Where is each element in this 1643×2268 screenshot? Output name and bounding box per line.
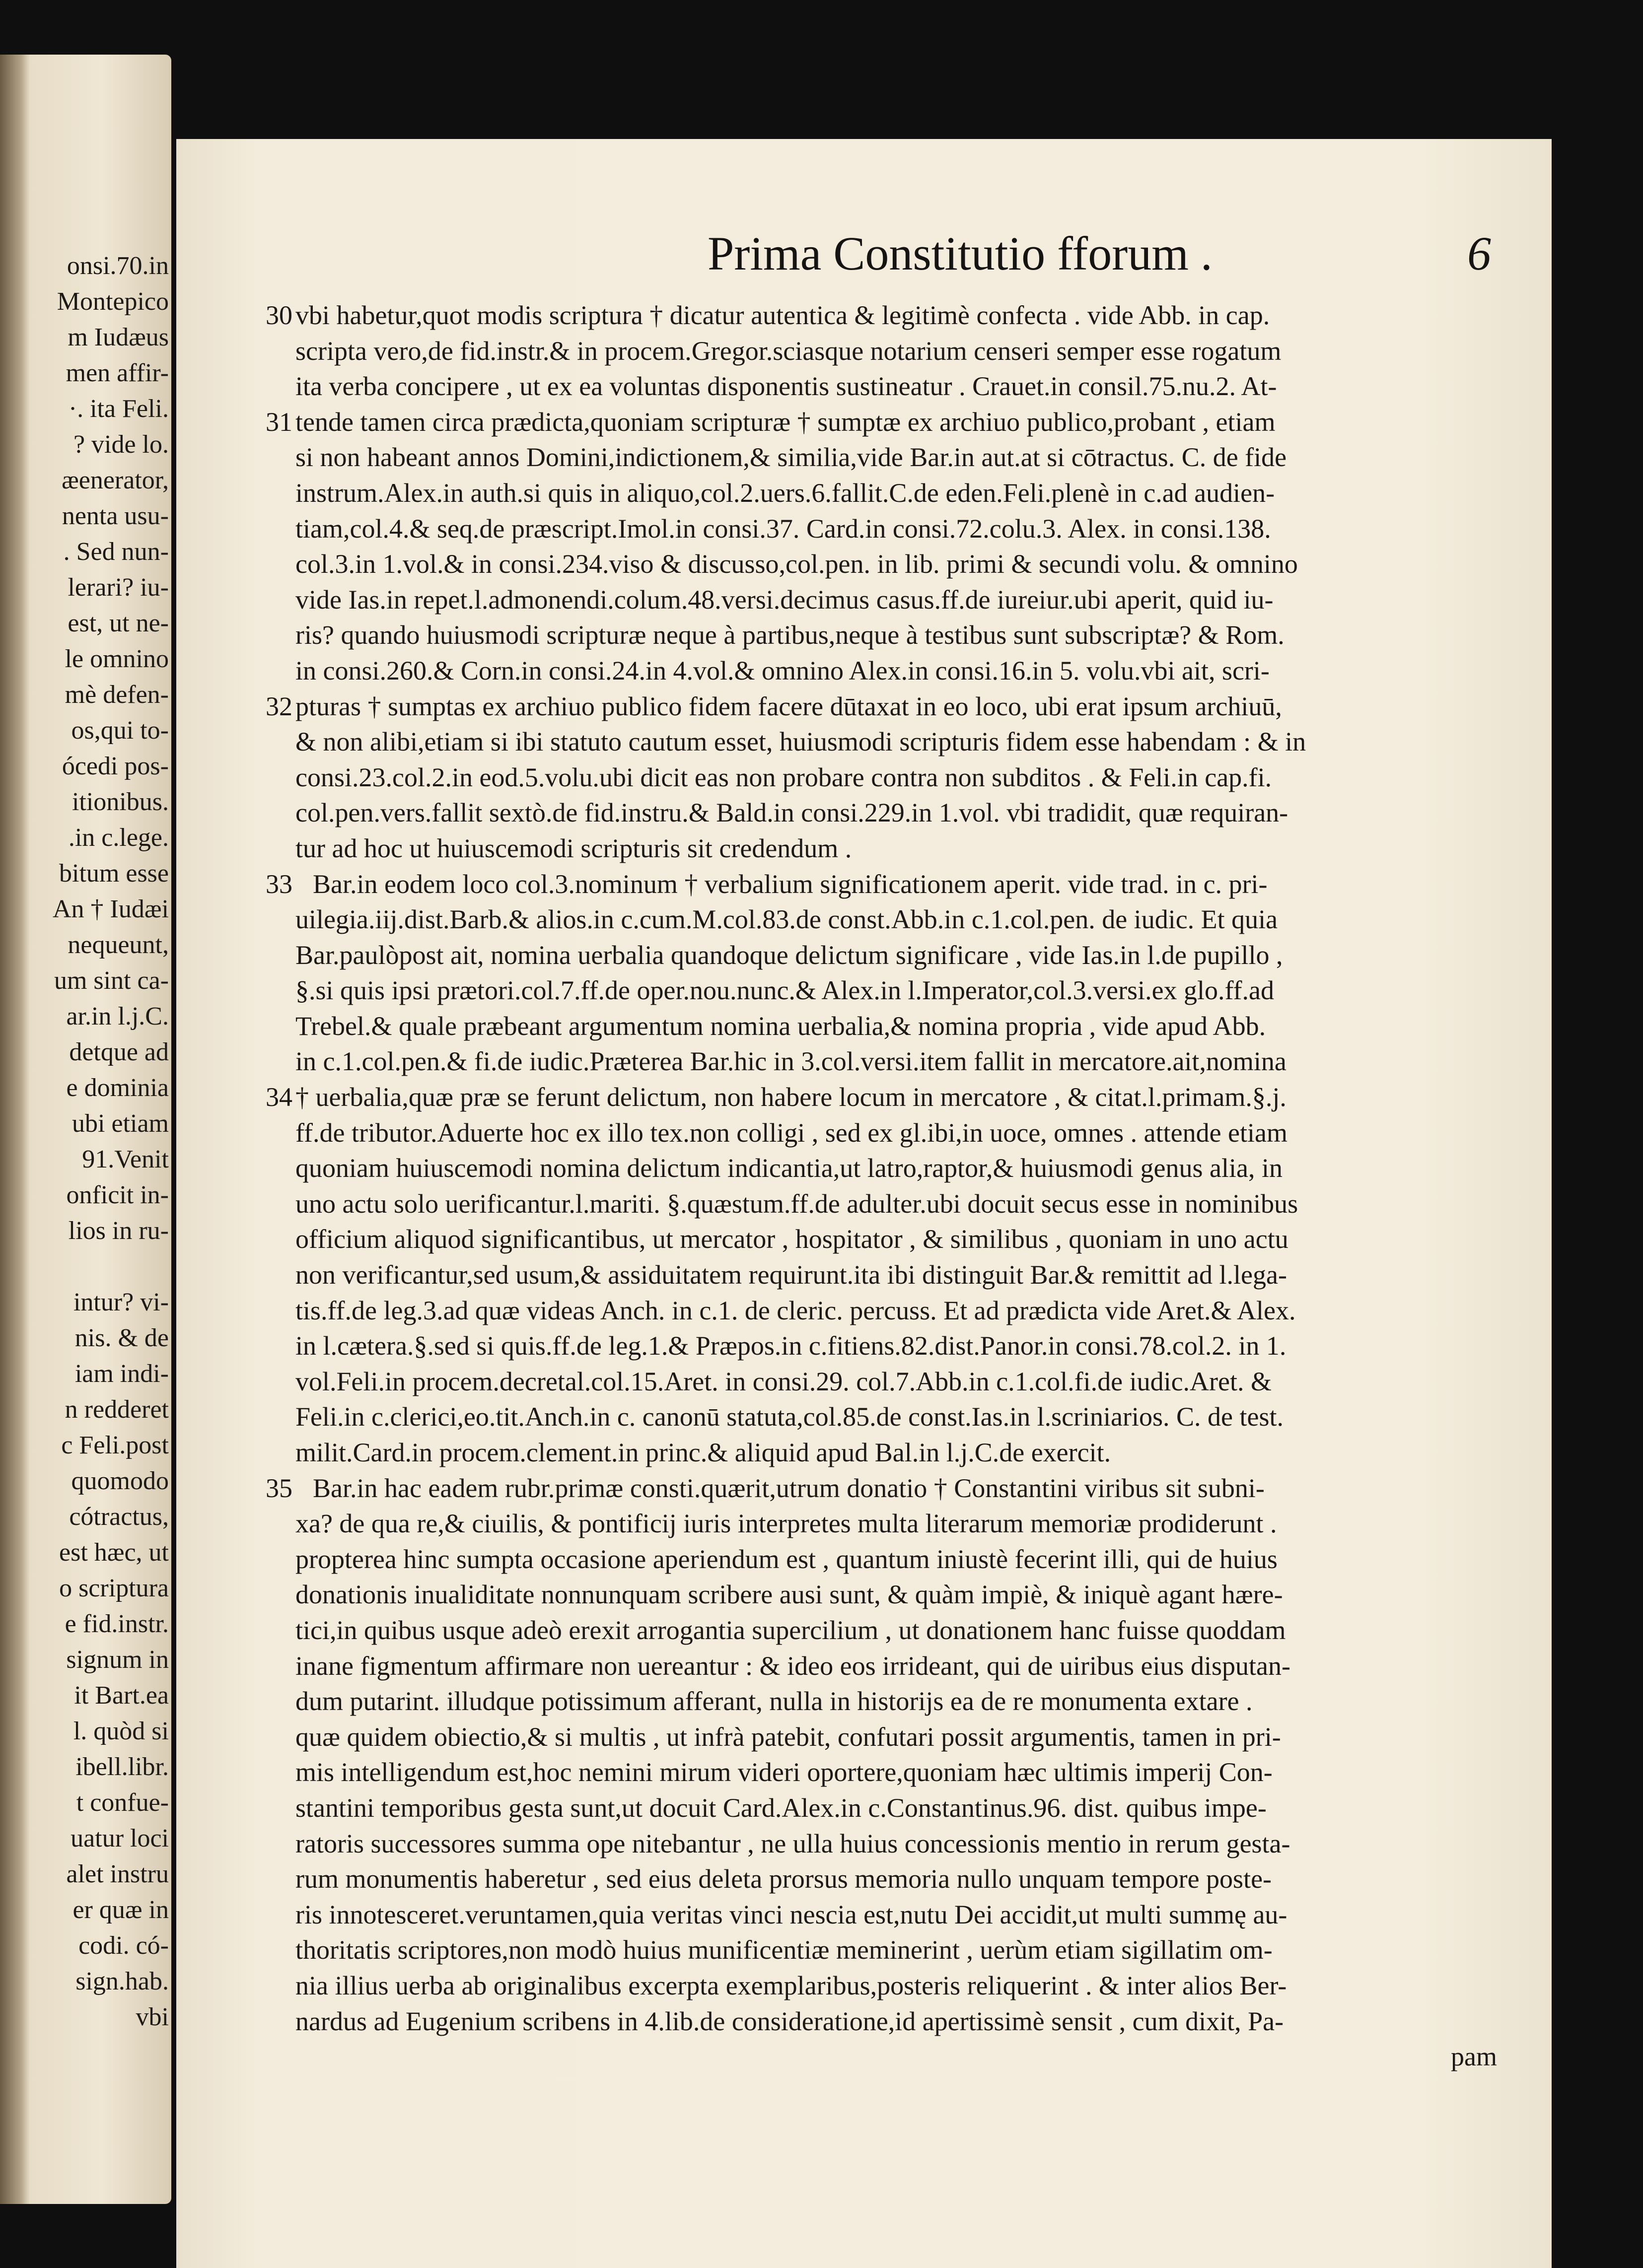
facing-page-line: onficit in- (66, 1181, 169, 1209)
facing-page-line: os,qui to- (71, 716, 169, 745)
facing-page-line: mè defen- (65, 681, 169, 709)
line-text: Bar.in eodem loco col.3.nominum † verbalium significationem aperit. vide trad. in c. pri- (313, 869, 1268, 899)
facing-page-line: intur? vi- (73, 1288, 169, 1316)
text-line (266, 1435, 1507, 1471)
text-line (266, 1861, 1507, 1897)
text-line (266, 618, 1507, 653)
text-line (266, 1044, 1507, 1080)
text-line (266, 334, 1507, 369)
facing-page-line (10, 1249, 169, 1285)
line-text: vol.Feli.in procem.decretal.col.15.Aret. in consi.29. col.7.Abb.in c.1.col.fi.de iudic.Aret. & (295, 1366, 1272, 1396)
text-line (266, 2004, 1507, 2040)
facing-page-line: nequeunt, (68, 931, 169, 959)
text-line (266, 1186, 1507, 1222)
facing-page-line: 91.Venit (82, 1145, 169, 1173)
text-line (266, 1577, 1507, 1613)
line-text: nia illius uerba ab originalibus excerpta exemplaribus,posteris reliquerint . & inter alios Ber- (295, 1970, 1287, 2000)
line-text: ratoris successores summa ope nitebantur , ne ulla huius concessionis mentio in rerum gesta- (295, 1828, 1290, 1858)
facing-page-line: e fid.instr. (65, 1610, 169, 1638)
line-marker-number: 33 (266, 869, 292, 899)
text-line (266, 1293, 1507, 1329)
text-line (266, 1719, 1507, 1755)
facing-page-line: æenerator, (62, 466, 169, 494)
line-text: §.si quis ipsi prætori.col.7.ff.de oper.nou.nunc.& Alex.in l.Imperator,col.3.versi.ex glo.ff.ad (295, 975, 1274, 1006)
text-line (266, 973, 1507, 1009)
facing-page-line: onsi.70.in (67, 252, 169, 280)
text-line (266, 511, 1507, 547)
text-line (266, 1897, 1507, 1933)
line-text: ris innotesceret.veruntamen,quia veritas vinci nescia est,nutu Dei accidit,ut multi summę au- (295, 1899, 1287, 1929)
facing-page-line: n redderet (65, 1395, 169, 1424)
facing-page-line: quomodo (71, 1467, 169, 1495)
facing-page-line: men affir- (66, 359, 169, 387)
body-text (266, 298, 1507, 2075)
text-line (266, 902, 1507, 938)
catchword: pam (1451, 2042, 1497, 2072)
line-text: propterea hinc sumpta occasione aperiendum est , quantum iniustè fecerint illi, qui de huius (295, 1544, 1278, 1574)
line-text: officium aliquod significantibus, ut mercator , hospitator , & similibus , quoniam in uno actu (295, 1224, 1288, 1254)
text-line (266, 1542, 1507, 1578)
line-text: col.3.in 1.vol.& in consi.234.viso & discusso,col.pen. in lib. primi & secundi volu. & omnino (295, 549, 1298, 579)
facing-page-line: .in c.lege. (68, 824, 169, 852)
text-line (266, 1790, 1507, 1826)
facing-page-line: uatur loci (71, 1824, 169, 1853)
facing-page-line: le omnino (65, 645, 169, 673)
line-text: instrum.Alex.in auth.si quis in aliquo,col.2.uers.6.fallit.C.de eden.Feli.plenè in c.ad audien- (295, 478, 1275, 508)
text-line (266, 1649, 1507, 1684)
line-text: milit.Card.in procem.clement.in princ.& aliquid apud Bal.in l.j.C.de exercit. (295, 1438, 1111, 1467)
line-text: xa? de qua re,& ciuilis, & pontificij iuris interpretes multa literarum memoriæ prodiderunt . (295, 1509, 1277, 1539)
facing-page-line: iam indi- (74, 1360, 169, 1388)
line-text: ris? quando huiusmodi scripturæ neque à partibus,neque à testibus sunt subscriptæ? & Rom. (295, 620, 1285, 650)
facing-page-line: . Sed nun- (63, 538, 169, 566)
line-text: ff.de tributor.Aduerte hoc ex illo tex.non colligi , sed ex gl.ibi,in uoce, omnes . attende etiam (295, 1117, 1287, 1148)
page-number: 6 (1467, 227, 1491, 280)
facing-page-line: vbi (136, 2003, 169, 2031)
text-line (266, 689, 1507, 725)
text-line (266, 724, 1507, 760)
facing-page-line: sign.hab. (75, 1967, 169, 1995)
facing-page-line: m Iudæus (68, 323, 169, 351)
text-line (266, 1506, 1507, 1542)
line-text: in consi.260.& Corn.in consi.24.in 4.vol.& omnino Alex.in consi.16.in 5. volu.vbi ait, scri- (295, 655, 1270, 686)
text-line (266, 653, 1507, 689)
book-page (176, 139, 1552, 2268)
facing-page-line: itionibus. (71, 788, 169, 816)
facing-page-line: ubi etiam (72, 1109, 169, 1138)
line-text: donationis inualiditate nonnunquam scribere ausi sunt, & quàm impiè, & iniquè agant hære- (295, 1580, 1283, 1610)
line-text: rum monumentis haberetur , sed eius deleta prorsus memoria nullo unquam tempore poste- (295, 1864, 1272, 1894)
text-line (266, 795, 1507, 831)
facing-page-line: t confue- (76, 1788, 169, 1817)
line-marker-number: 32 (266, 691, 292, 721)
facing-page-line: nenta usu- (62, 502, 169, 530)
text-line (266, 1932, 1507, 1968)
text-line (266, 298, 1507, 334)
text-line (266, 440, 1507, 476)
text-line (266, 1613, 1507, 1649)
line-marker-number: 30 (266, 300, 292, 330)
line-text: vide Ias.in repet.l.admonendi.colum.48.versi.decimus casus.ff.de iureiur.ubi aperit, quid iu- (295, 584, 1274, 615)
text-line (266, 938, 1507, 973)
text-line (266, 582, 1507, 618)
line-text: quæ quidem obiectio,& si multis , ut infrà patebit, confutari possit argumentis, tamen in pri- (295, 1721, 1281, 1752)
facing-page-text (10, 248, 169, 2035)
line-text: scripta vero,de fid.instr.& in procem.Gregor.sciasque notarium censeri semper esse rogatum (295, 336, 1282, 366)
text-line (266, 1115, 1507, 1151)
line-text: stantini temporibus gesta sunt,ut docuit Card.Alex.in c.Constantinus.96. dist. quibus impe- (295, 1792, 1267, 1823)
line-text: tis.ff.de leg.3.ad quæ videas Anch. in c.1. de cleric. percuss. Et ad prædicta vide Aret.& Alex. (295, 1295, 1296, 1325)
line-text: si non habeant annos Domini,indictionem,& similia,vide Bar.in aut.at si cōtractus. C. de fide (295, 442, 1287, 473)
text-line (266, 1399, 1507, 1435)
facing-page-line: um sint ca- (54, 966, 169, 995)
line-text: Trebel.& quale præbeant argumentum nomina uerbalia,& nomina propria , vide apud Abb. (295, 1011, 1266, 1041)
line-marker-number: 34 (266, 1082, 292, 1112)
text-line (266, 2039, 1507, 2075)
text-line (266, 1826, 1507, 1862)
text-line (266, 1009, 1507, 1044)
facing-page-line: ar.in l.j.C. (66, 1002, 169, 1031)
line-text: col.pen.vers.fallit sextò.de fid.instru.& Bald.in consi.229.in 1.vol. vbi tradidit, quæ requiran- (295, 798, 1288, 828)
line-text: consi.23.col.2.in eod.5.volu.ubi dicit eas non probare contra non subditos . & Feli.in cap.fi. (295, 762, 1272, 792)
line-text: Feli.in c.clerici,eo.tit.Anch.in c. canonū statuta,col.85.de const.Ias.in l.scriniarios. C. de test. (295, 1402, 1284, 1432)
text-line (266, 831, 1507, 867)
facing-page-line: nis. & de (74, 1324, 169, 1352)
running-head (524, 226, 1491, 280)
line-marker-number: 31 (266, 407, 292, 437)
facing-page-line: est, ut ne- (68, 609, 169, 637)
line-text: tende tamen circa prædicta,quoniam scripturæ † sumptæ ex archiuo publico,probant , etiam (295, 407, 1276, 437)
line-text: in c.1.col.pen.& fi.de iudic.Præterea Bar.hic in 3.col.versi.item fallit in mercatore.ait,nomina (295, 1046, 1286, 1077)
text-line (266, 1755, 1507, 1790)
facing-page-line: ócedi pos- (62, 752, 169, 780)
text-line (266, 547, 1507, 582)
facing-page-line: lerari? iu- (68, 573, 169, 602)
line-text: ita verba concipere , ut ex ea voluntas disponentis sustineatur . Crauet.in consil.75.nu.2. At- (295, 371, 1277, 402)
line-text: † uerbalia,quæ præ se ferunt delictum, non habere locum in mercatore , & citat.l.primam.§.j. (295, 1082, 1286, 1112)
facing-page-line: signum in (66, 1646, 169, 1674)
facing-page-line: codi. có- (78, 1931, 169, 1960)
line-text: mis intelligendum est,hoc nemini mirum videri oportere,quoniam hæc ultimis imperij Con- (295, 1757, 1273, 1787)
line-text: dum putarint. illudque potissimum afferant, nulla in historijs ea de re monumenta extare . (295, 1686, 1253, 1717)
text-line (266, 369, 1507, 405)
facing-page-line: alet instru (66, 1860, 169, 1888)
text-line (266, 1151, 1507, 1186)
line-text: uno actu solo uerificantur.l.mariti. §.quæstum.ff.de adulter.ubi docuit secus esse in nominibus (295, 1188, 1298, 1219)
facing-page-line: l. quòd si (73, 1717, 169, 1745)
facing-page-line: cótractus, (69, 1503, 169, 1531)
facing-page-line: o scriptura (59, 1574, 169, 1602)
line-text: uilegia.iij.dist.Barb.& alios.in c.cum.M.col.83.de const.Abb.in c.1.col.pen. de iudic. Et quia (295, 904, 1278, 935)
text-line (266, 1222, 1507, 1257)
text-line (266, 1364, 1507, 1400)
text-line (266, 1471, 1507, 1507)
text-line (266, 1968, 1507, 2004)
facing-page-line: ibell.libr. (75, 1753, 169, 1781)
line-text: Bar.in hac eadem rubr.primæ consti.quærit,utrum donatio † Constantini viribus sit subni- (313, 1473, 1265, 1503)
text-line (266, 1328, 1507, 1364)
text-line (266, 867, 1507, 902)
text-line (266, 760, 1507, 796)
facing-page-line: er quæ in (72, 1896, 169, 1924)
facing-page-line: An † Iudæi (53, 895, 169, 923)
line-text: & non alibi,etiam si ibi statuto cautum esset, huiusmodi scripturis fidem esse habendam : & in (295, 727, 1306, 757)
line-text: pturas † sumptas ex archiuo publico fidem facere dūtaxat in eo loco, ubi erat ipsum archiuū, (295, 691, 1282, 721)
line-text: vbi habetur,quot modis scriptura † dicatur autentica & legitimè confecta . vide Abb. in cap. (295, 300, 1270, 330)
line-marker-number: 35 (266, 1473, 292, 1503)
line-text: inane figmentum affirmare non uereantur : & ideo eos irrideant, qui de uiribus eius disputan- (295, 1650, 1290, 1681)
facing-page-line: detque ad (69, 1038, 169, 1066)
facing-page-line: lios in ru- (68, 1217, 169, 1245)
text-line (266, 1684, 1507, 1719)
line-text: Bar.paulòpost ait, nomina uerbalia quandoque delictum significare , vide Ias.in l.de pupillo , (295, 940, 1283, 970)
line-text: non verificantur,sed usum,& assiduitatem requirunt.ita ibi distinguit Bar.& remittit ad l.lega- (295, 1260, 1287, 1290)
text-line (266, 476, 1507, 511)
facing-page-line: Montepico (57, 287, 169, 316)
line-text: tiam,col.4.& seq.de præscript.Imol.in consi.37. Card.in consi.72.colu.3. Alex. in consi.138. (295, 513, 1271, 544)
facing-page-line: it Bart.ea (74, 1681, 169, 1710)
facing-page-line: ? vide lo. (73, 430, 169, 459)
facing-page-line: c Feli.post (61, 1431, 169, 1459)
line-text: in l.cætera.§.sed si quis.ff.de leg.1.& Præpos.in c.fitiens.82.dist.Panor.in consi.78.col.2. in 1. (295, 1331, 1286, 1361)
running-head-title: Prima Constitutio fforum . (708, 227, 1213, 280)
facing-page-edge (0, 55, 171, 2204)
facing-page-line: e dominia (66, 1074, 169, 1102)
line-text: quoniam huiuscemodi nomina delictum indicantia,ut latro,raptor,& huiusmodi genus alia, in (295, 1153, 1283, 1183)
line-text: tur ad hoc ut huiuscemodi scripturis sit credendum . (295, 833, 852, 863)
facing-page-line: ·. ita Feli. (68, 395, 169, 423)
text-line (266, 1080, 1507, 1115)
line-text: tici,in quibus usque adeò erexit arrogantia supercilium , ut donationem hanc fuisse quoddam (295, 1615, 1286, 1645)
line-text: nardus ad Eugenium scribens in 4.lib.de consideratione,id apertissimè sensit , cum dixit, Pa- (295, 2006, 1284, 2036)
text-line (266, 405, 1507, 440)
line-text: thoritatis scriptores,non modò huius munificentiæ meminerint , uerùm etiam sigillatim om- (295, 1935, 1273, 1965)
facing-page-line: bitum esse (59, 859, 169, 888)
facing-page-line: est hæc, ut (59, 1538, 169, 1567)
text-line (266, 1257, 1507, 1293)
